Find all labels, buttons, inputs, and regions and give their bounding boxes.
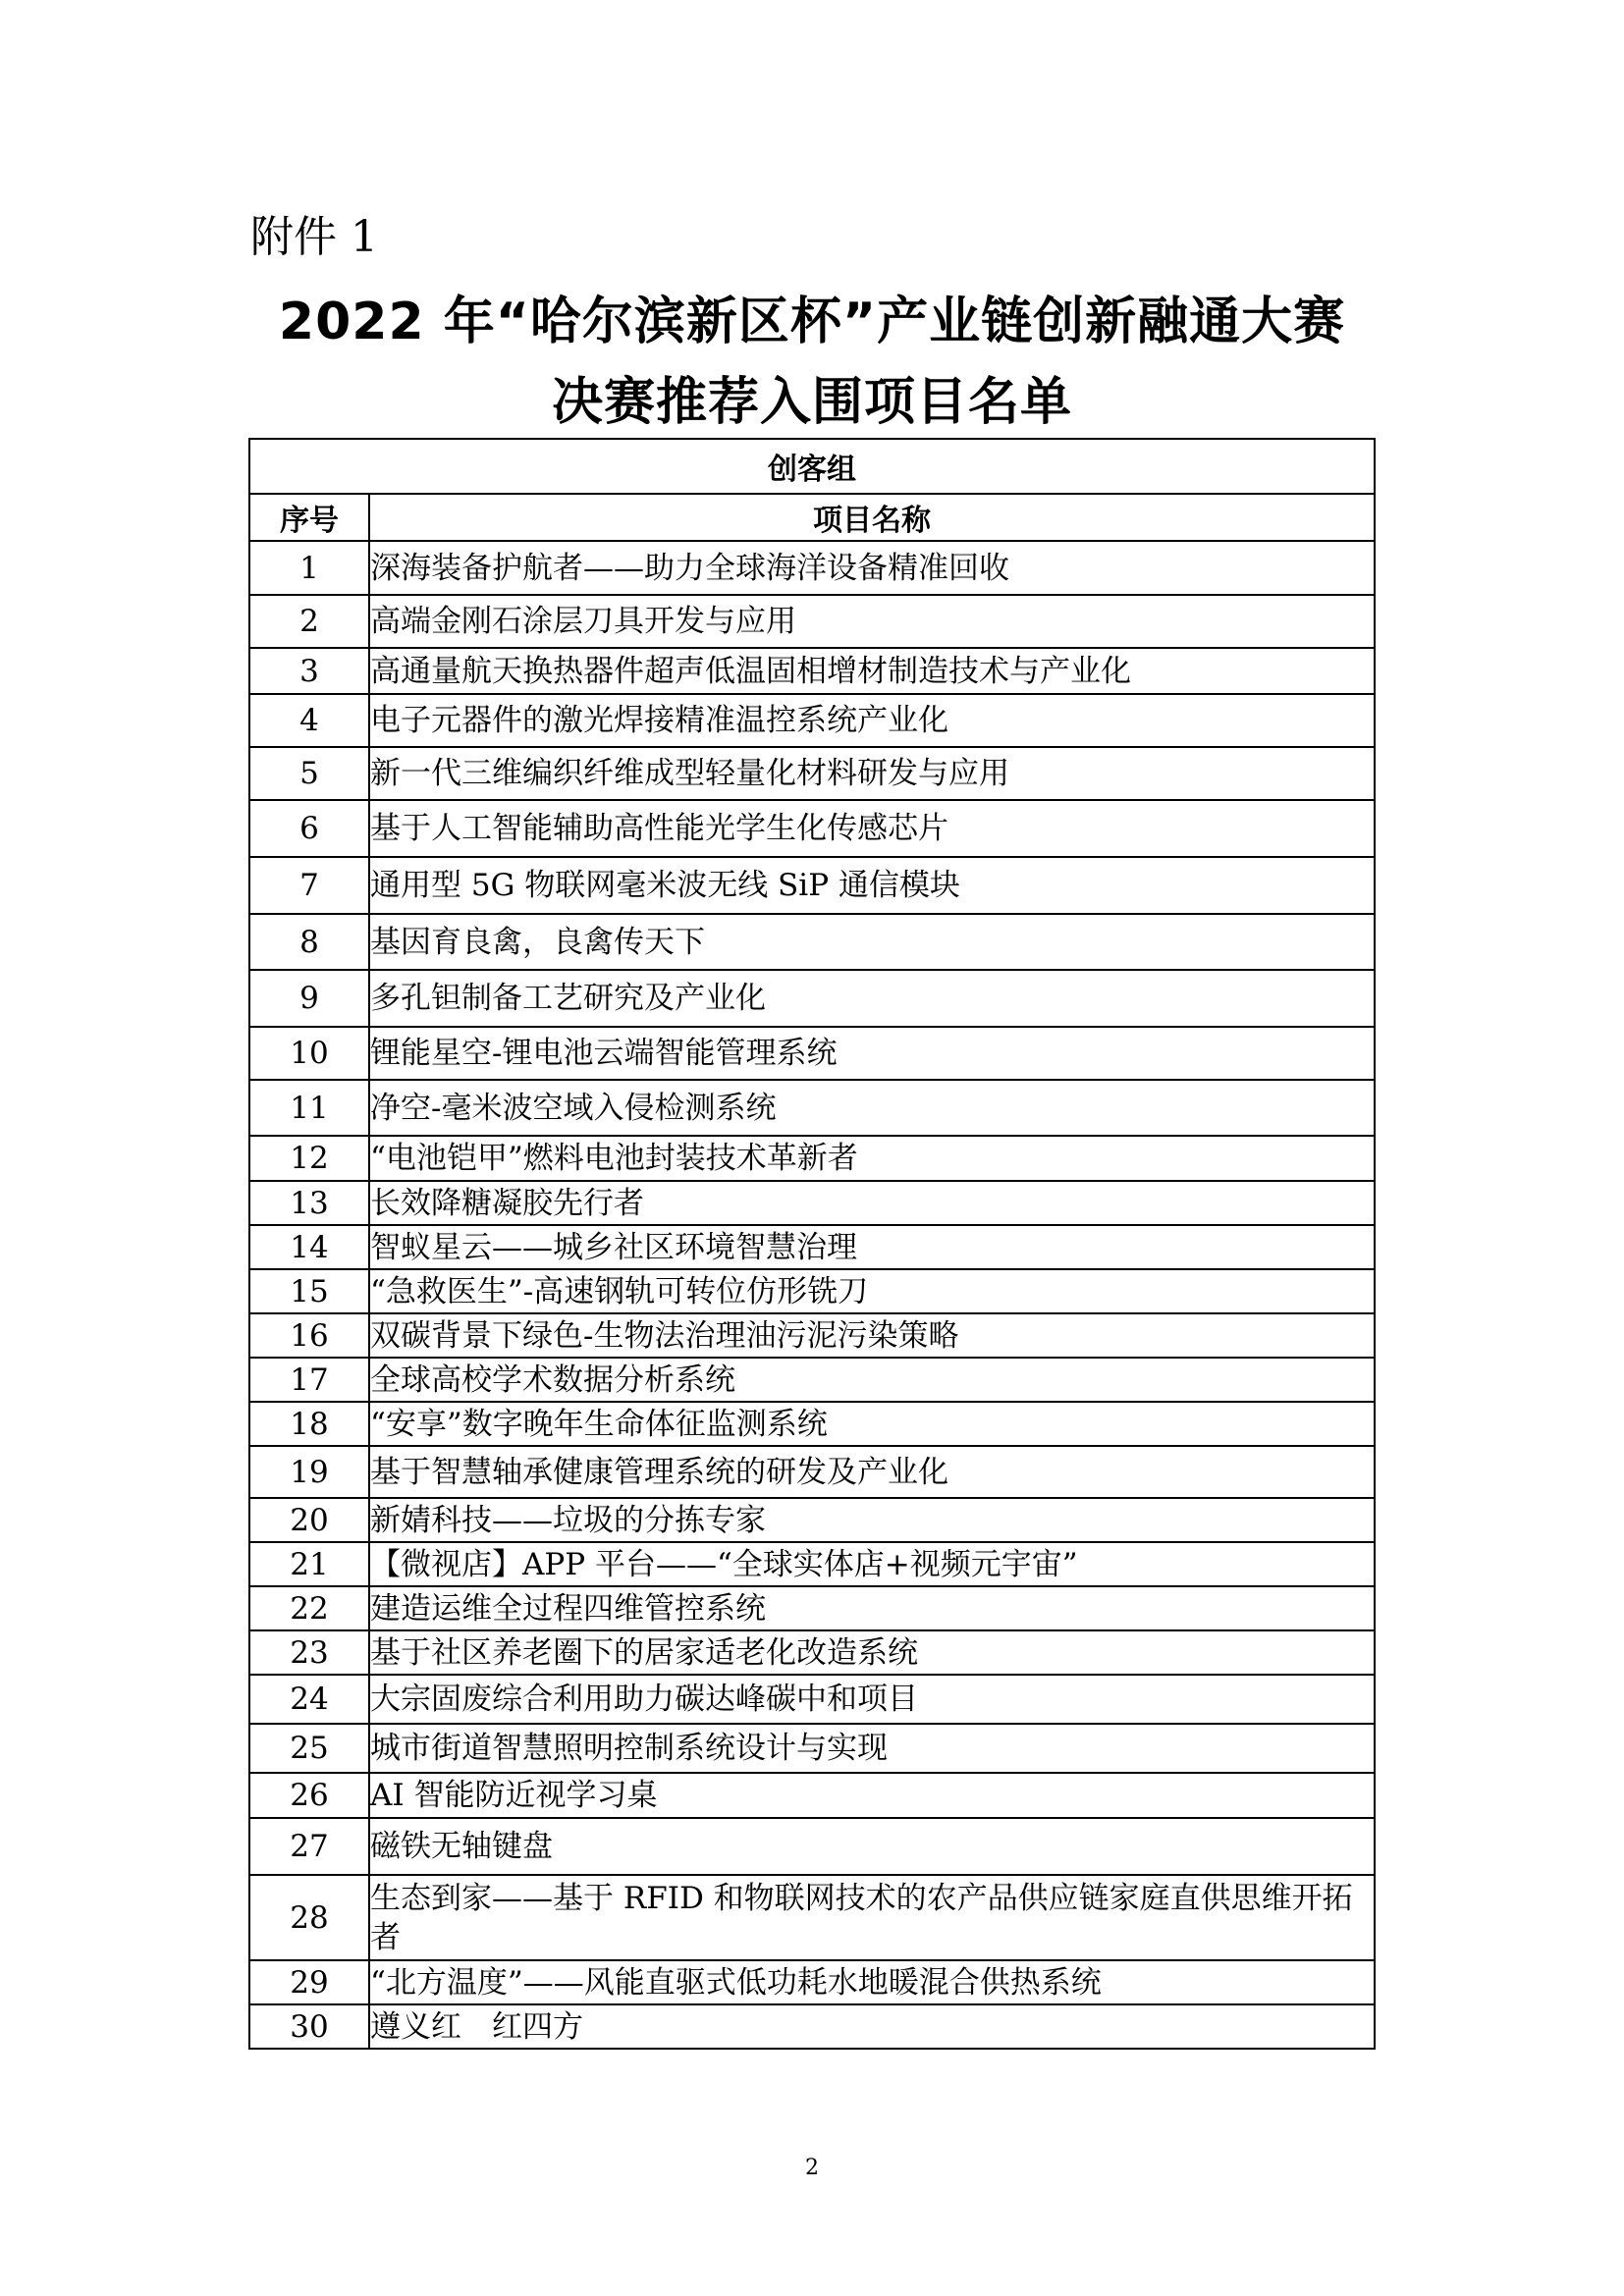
row-number: 15: [249, 1269, 369, 1313]
row-number: 10: [249, 1027, 369, 1080]
table-row: [249, 800, 1375, 857]
project-name: “北方温度”——风能直驱式低功耗水地暖混合供热系统: [369, 1960, 1375, 2004]
document-title-line-1: 2022 年“哈尔滨新区杯”产业链创新融通大赛: [278, 293, 1346, 351]
row-number: 7: [249, 857, 369, 914]
row-number: 20: [249, 1498, 369, 1542]
row-number: 29: [249, 1960, 369, 2004]
project-name: AI 智能防近视学习桌: [369, 1773, 1375, 1818]
project-name: 高端金刚石涂层刀具开发与应用: [369, 595, 1375, 648]
row-number: 9: [249, 970, 369, 1027]
project-name: 大宗固废综合利用助力碳达峰碳中和项目: [369, 1675, 1375, 1724]
row-number: 22: [249, 1586, 369, 1630]
row-number: 4: [249, 694, 369, 747]
table-row: [249, 1181, 1375, 1225]
table-row: [249, 1586, 1375, 1630]
group-header-row: [249, 439, 1375, 494]
row-number: 24: [249, 1675, 369, 1724]
row-number: 26: [249, 1773, 369, 1818]
row-number: 1: [249, 541, 369, 595]
project-name: 高通量航天换热器件超声低温固相增材制造技术与产业化: [369, 648, 1375, 694]
table-row: [249, 1269, 1375, 1313]
project-name: 双碳背景下绿色-生物法治理油污泥污染策略: [369, 1313, 1375, 1358]
row-number: 14: [249, 1225, 369, 1269]
page-number: 2: [805, 2156, 819, 2180]
row-number: 16: [249, 1313, 369, 1358]
project-list-table: [248, 438, 1376, 2050]
table-row: [249, 648, 1375, 694]
table-row: [249, 595, 1375, 648]
table-row: [249, 1136, 1375, 1181]
row-number: 2: [249, 595, 369, 648]
table-row: [249, 1724, 1375, 1773]
row-number: 5: [249, 747, 369, 800]
project-name: 长效降糖凝胶先行者: [369, 1181, 1375, 1225]
row-number: 21: [249, 1542, 369, 1586]
row-number: 6: [249, 800, 369, 857]
table-row: [249, 1080, 1375, 1136]
row-number: 8: [249, 914, 369, 970]
column-header-name: 项目名称: [369, 494, 1375, 541]
row-number: 19: [249, 1446, 369, 1498]
table-row: [249, 1675, 1375, 1724]
row-number: 12: [249, 1136, 369, 1181]
project-name: 遵义红 红四方: [369, 2004, 1375, 2049]
project-name: “安享”数字晚年生命体征监测系统: [369, 1402, 1375, 1446]
project-name: 多孔钽制备工艺研究及产业化: [369, 970, 1375, 1027]
table-row: [249, 1542, 1375, 1586]
project-name: 深海装备护航者——助力全球海洋设备精准回收: [369, 541, 1375, 595]
table-row: [249, 541, 1375, 595]
project-name: 生态到家——基于 RFID 和物联网技术的农产品供应链家庭直供思维开拓者: [369, 1875, 1375, 1960]
project-name: 新婧科技——垃圾的分拣专家: [369, 1498, 1375, 1542]
table-row: [249, 1402, 1375, 1446]
table-row: [249, 857, 1375, 914]
project-name: 锂能星空-锂电池云端智能管理系统: [369, 1027, 1375, 1080]
project-name: 磁铁无轴键盘: [369, 1818, 1375, 1875]
project-name: 电子元器件的激光焊接精准温控系统产业化: [369, 694, 1375, 747]
table-row: [249, 1446, 1375, 1498]
table-row: [249, 914, 1375, 970]
row-number: 3: [249, 648, 369, 694]
table-row: [249, 1818, 1375, 1875]
table-body: [249, 541, 1375, 2049]
row-number: 28: [249, 1875, 369, 1960]
table-row: [249, 1875, 1375, 1960]
table-row: [249, 1630, 1375, 1675]
row-number: 23: [249, 1630, 369, 1675]
column-header-number: 序号: [249, 494, 369, 541]
project-name: 通用型 5G 物联网毫米波无线 SiP 通信模块: [369, 857, 1375, 914]
table-row: [249, 1498, 1375, 1542]
project-name: 全球高校学术数据分析系统: [369, 1358, 1375, 1402]
project-name: 建造运维全过程四维管控系统: [369, 1586, 1375, 1630]
table-row: [249, 1773, 1375, 1818]
project-name: “电池铠甲”燃料电池封装技术革新者: [369, 1136, 1375, 1181]
column-header-row: [249, 494, 1375, 541]
project-name: 基因育良禽，良禽传天下: [369, 914, 1375, 970]
table-row: [249, 1960, 1375, 2004]
row-number: 27: [249, 1818, 369, 1875]
table-row: [249, 1027, 1375, 1080]
project-name: “急救医生”-高速钢轨可转位仿形铣刀: [369, 1269, 1375, 1313]
document-title-line-2: 决赛推荐入围项目名单: [551, 373, 1072, 432]
row-number: 25: [249, 1724, 369, 1773]
table-row: [249, 1313, 1375, 1358]
table-row: [249, 1358, 1375, 1402]
row-number: 11: [249, 1080, 369, 1136]
row-number: 17: [249, 1358, 369, 1402]
project-name: 基于智慧轴承健康管理系统的研发及产业化: [369, 1446, 1375, 1498]
row-number: 18: [249, 1402, 369, 1446]
project-name: 智蚁星云——城乡社区环境智慧治理: [369, 1225, 1375, 1269]
table-row: [249, 2004, 1375, 2049]
project-name: 城市街道智慧照明控制系统设计与实现: [369, 1724, 1375, 1773]
table-row: [249, 694, 1375, 747]
table-row: [249, 1225, 1375, 1269]
project-name: 新一代三维编织纤维成型轻量化材料研发与应用: [369, 747, 1375, 800]
attachment-label: 附件 1: [250, 212, 378, 262]
project-name: 基于人工智能辅助高性能光学生化传感芯片: [369, 800, 1375, 857]
project-name: 基于社区养老圈下的居家适老化改造系统: [369, 1630, 1375, 1675]
row-number: 30: [249, 2004, 369, 2049]
table-row: [249, 970, 1375, 1027]
table-row: [249, 747, 1375, 800]
project-name: 净空-毫米波空域入侵检测系统: [369, 1080, 1375, 1136]
project-name: 【微视店】APP 平台——“全球实体店+视频元宇宙”: [369, 1542, 1375, 1586]
row-number: 13: [249, 1181, 369, 1225]
group-header: 创客组: [249, 439, 1375, 494]
